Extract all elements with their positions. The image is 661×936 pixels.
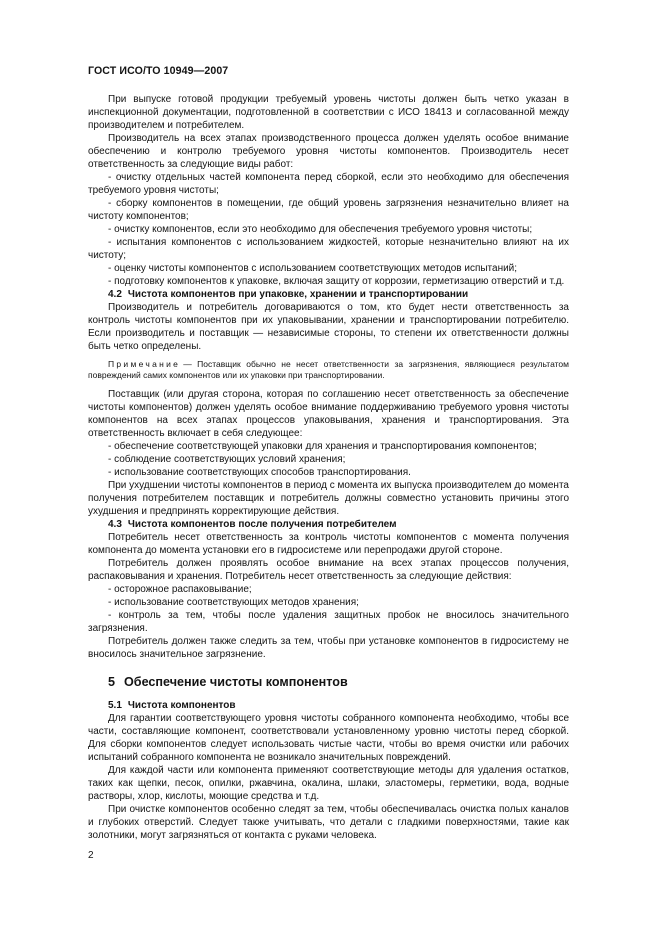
list-item: - контроль за тем, чтобы после удаления защитных пробок не вносилось значительного загрязнения.	[88, 610, 569, 634]
body-paragraph: При ухудшении чистоты компонентов в период с момента их выпуска производителем до момента получения потребителем поставщик и потребитель должны совместно установить причины этого ухудшения и предпринять корректирующие действия.	[88, 480, 569, 517]
body-paragraph: Потребитель должен также следить за тем, чтобы при установке компонентов в гидросистему не вносилось значительное загрязнение.	[88, 636, 569, 660]
body-paragraph: Для гарантии соответствующего уровня чистоты собранного компонента необходимо, чтобы все части, составляющие компонент, соответствовали установленному уровню чистоты перед сборкой. Для сборки компонентов следует использовать чистые части, чтобы во время очистки или рабочих испытаний собранного компонента не возникало значительных повреждений.	[88, 713, 569, 763]
heading-number: 5.1	[108, 700, 122, 711]
heading-number: 4.2	[108, 289, 122, 300]
list-item: - использование соответствующих способов транспортирования.	[108, 467, 411, 478]
list-item: - испытания компонентов с использованием жидкостей, которые незначительно влияют на их чистоту;	[88, 237, 569, 261]
heading-title: Чистота компонентов	[127, 700, 236, 711]
body-paragraph: Производитель на всех этапах производственного процесса должен уделять особое внимание обеспечению и контролю требуемого уровня чистоты компонентов. Производитель несет ответственность за следующие виды работ:	[88, 133, 569, 170]
list-item: - соблюдение соответствующих условий хранения;	[108, 454, 346, 465]
heading-number: 5	[108, 675, 116, 689]
heading-title: Чистота компонентов при упаковке, хранении и транспортировании	[127, 289, 469, 300]
list-item: - осторожное распаковывание;	[108, 584, 252, 595]
heading-title: Обеспечение чистоты компонентов	[124, 675, 348, 689]
note-label: Примечание	[108, 359, 181, 369]
list-item: - очистку отдельных частей компонента перед сборкой, если это необходимо для обеспечения требуемого уровня чистоты;	[88, 172, 569, 196]
note-text: — Поставщик обычно не несет ответственности за загрязнения, являющиеся результатом повреждений самих компонентов или их упаковки при транспортировании.	[88, 359, 569, 380]
body-paragraph: Для каждой части или компонента применяют соответствующие методы для удаления остатков, таких как щепки, песок, опилки, ржавчина, окалина, шлаки, эластомеры, герметики, вода, водные растворы, хлор, кислоты, моющие средства и т.д.	[88, 765, 569, 802]
section-heading	[88, 674, 569, 690]
list-item: - обеспечение соответствующей упаковки для хранения и транспортирования компонентов;	[108, 441, 537, 452]
list-item: - очистку компонентов, если это необходимо для обеспечения требуемого уровня чистоты;	[108, 224, 533, 235]
list-item: - использование соответствующих методов хранения;	[108, 597, 359, 608]
heading-title: Чистота компонентов после получения потребителем	[127, 519, 397, 530]
body-paragraph: При очистке компонентов особенно следят за тем, чтобы обеспечивалась очистка полых каналов и глубоких отверстий. Следует также учитывать, что детали с гладкими поверхностями, такие как золотники, могут загрязняться от контакта с руками человека.	[88, 804, 569, 841]
list-item: - оценку чистоты компонентов с использованием соответствующих методов испытаний;	[108, 263, 518, 274]
subsection-heading	[88, 288, 569, 301]
heading-number: 4.3	[108, 519, 122, 530]
body-paragraph: Поставщик (или другая сторона, которая по соглашению несет ответственность за обеспечение чистоты компонентов) должен уделять особое внимание поддерживанию требуемого уровня чистоты компонентов на всех этапах процессов упаковывания, хранения и транспортирования. Эта ответственность включает в себя следующее:	[88, 389, 569, 439]
list-item: - сборку компонентов в помещении, где общий уровень загрязнения незначительно влияет на чистоту компонентов;	[88, 198, 569, 222]
subsection-heading	[88, 518, 569, 531]
page-number: 2	[88, 850, 94, 861]
document-header: ГОСТ ИСО/ТО 10949—2007	[88, 65, 229, 77]
body-paragraph: Потребитель должен проявлять особое внимание на всех этапах процессов получения, распаковывания и хранения. Потребитель несет ответственность за следующие действия:	[88, 558, 569, 582]
note-paragraph	[88, 359, 569, 381]
subsection-heading	[88, 699, 569, 712]
list-item: - подготовку компонентов к упаковке, включая защиту от коррозии, герметизацию отверстий и т.д.	[108, 276, 565, 287]
body-paragraph: При выпуске готовой продукции требуемый уровень чистоты должен быть четко указан в инспекционной документации, подготовленной в соответствии с ИСО 18413 и согласованной между производителем и потребителем.	[88, 94, 569, 131]
document-body	[88, 93, 569, 842]
body-paragraph: Производитель и потребитель договариваются о том, кто будет нести ответственность за контроль чистоты компонентов при их упаковывании, хранении и транспортировании потребителю. Если производитель и поставщик — независимые стороны, то степени их ответственности должны быть четко определены.	[88, 302, 569, 352]
body-paragraph: Потребитель несет ответственность за контроль чистоты компонентов с момента получения компонента до момента установки его в гидросистеме или перепродажи другой стороне.	[88, 532, 569, 556]
